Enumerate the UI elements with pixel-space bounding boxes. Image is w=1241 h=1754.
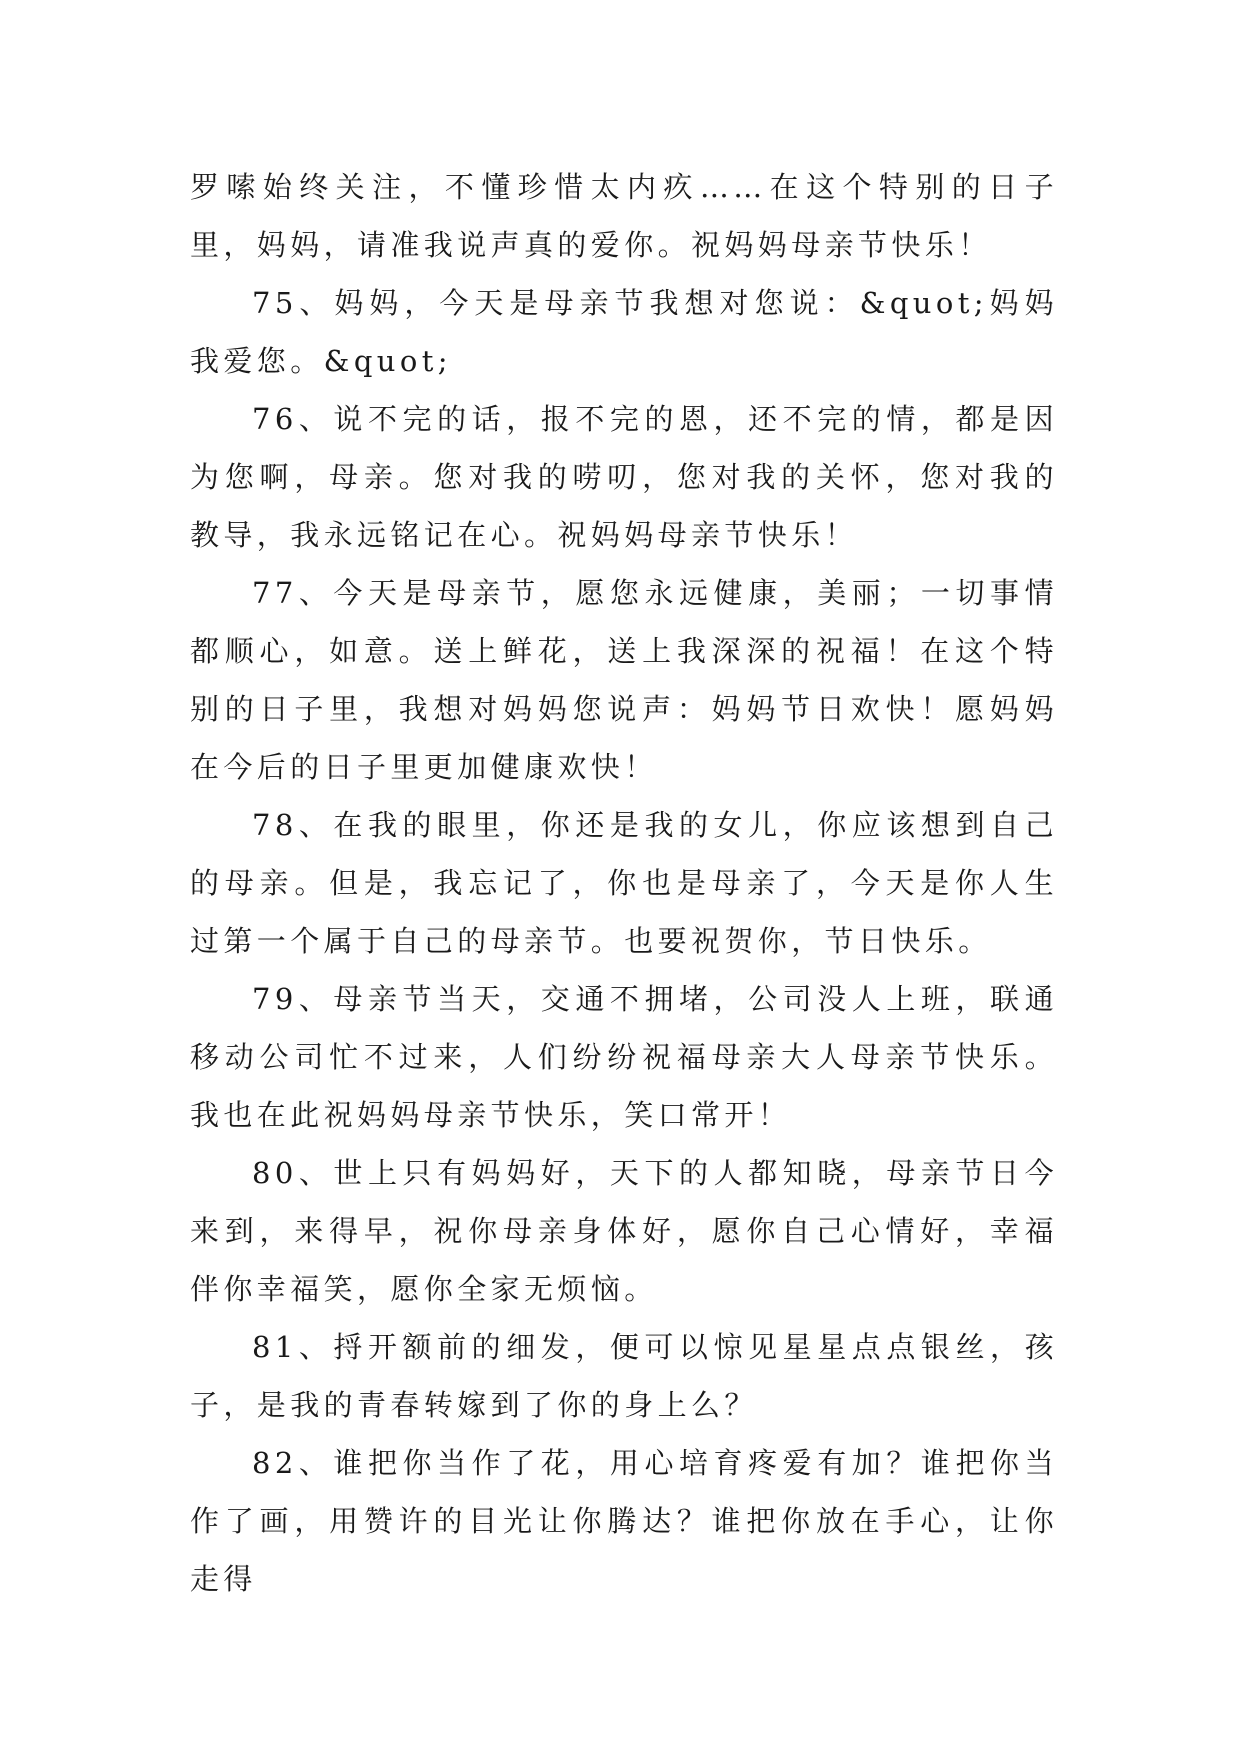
- paragraph-82: 82、谁把你当作了花，用心培育疼爱有加？谁把你当作了画，用赞许的目光让你腾达？谁把你放在手心，让你走得: [190, 1446, 1058, 1596]
- paragraph-78: 78、在我的眼里，你还是我的女儿，你应该想到自己的母亲。但是，我忘记了，你也是母亲了，今天是你人生过第一个属于自己的母亲节。也要祝贺你，节日快乐。: [190, 808, 1058, 958]
- paragraph-81: 81、捋开额前的细发，便可以惊见星星点点银丝，孩子，是我的青春转嫁到了你的身上么？: [190, 1330, 1058, 1422]
- paragraph-75: 75、妈妈，今天是母亲节我想对您说：&quot;妈妈我爱您。&quot;: [190, 286, 1058, 378]
- document-body: [190, 158, 1058, 1608]
- paragraph-continuation: 罗嗦始终关注，不懂珍惜太内疚……在这个特别的日子里，妈妈，请准我说声真的爱你。祝妈妈母亲节快乐！: [190, 170, 1058, 262]
- paragraph-79: 79、母亲节当天，交通不拥堵，公司没人上班，联通移动公司忙不过来，人们纷纷祝福母亲大人母亲节快乐。我也在此祝妈妈母亲节快乐，笑口常开！: [190, 982, 1058, 1132]
- paragraph-77: 77、今天是母亲节，愿您永远健康，美丽；一切事情都顺心，如意。送上鲜花，送上我深深的祝福！在这个特别的日子里，我想对妈妈您说声：妈妈节日欢快！愿妈妈在今后的日子里更加健康欢快！: [190, 576, 1058, 784]
- paragraph-76: 76、说不完的话，报不完的恩，还不完的情，都是因为您啊，母亲。您对我的唠叨，您对我的关怀，您对我的教导，我永远铭记在心。祝妈妈母亲节快乐！: [190, 402, 1058, 552]
- paragraph-80: 80、世上只有妈妈好，天下的人都知晓，母亲节日今来到，来得早，祝你母亲身体好，愿你自己心情好，幸福伴你幸福笑，愿你全家无烦恼。: [190, 1156, 1058, 1306]
